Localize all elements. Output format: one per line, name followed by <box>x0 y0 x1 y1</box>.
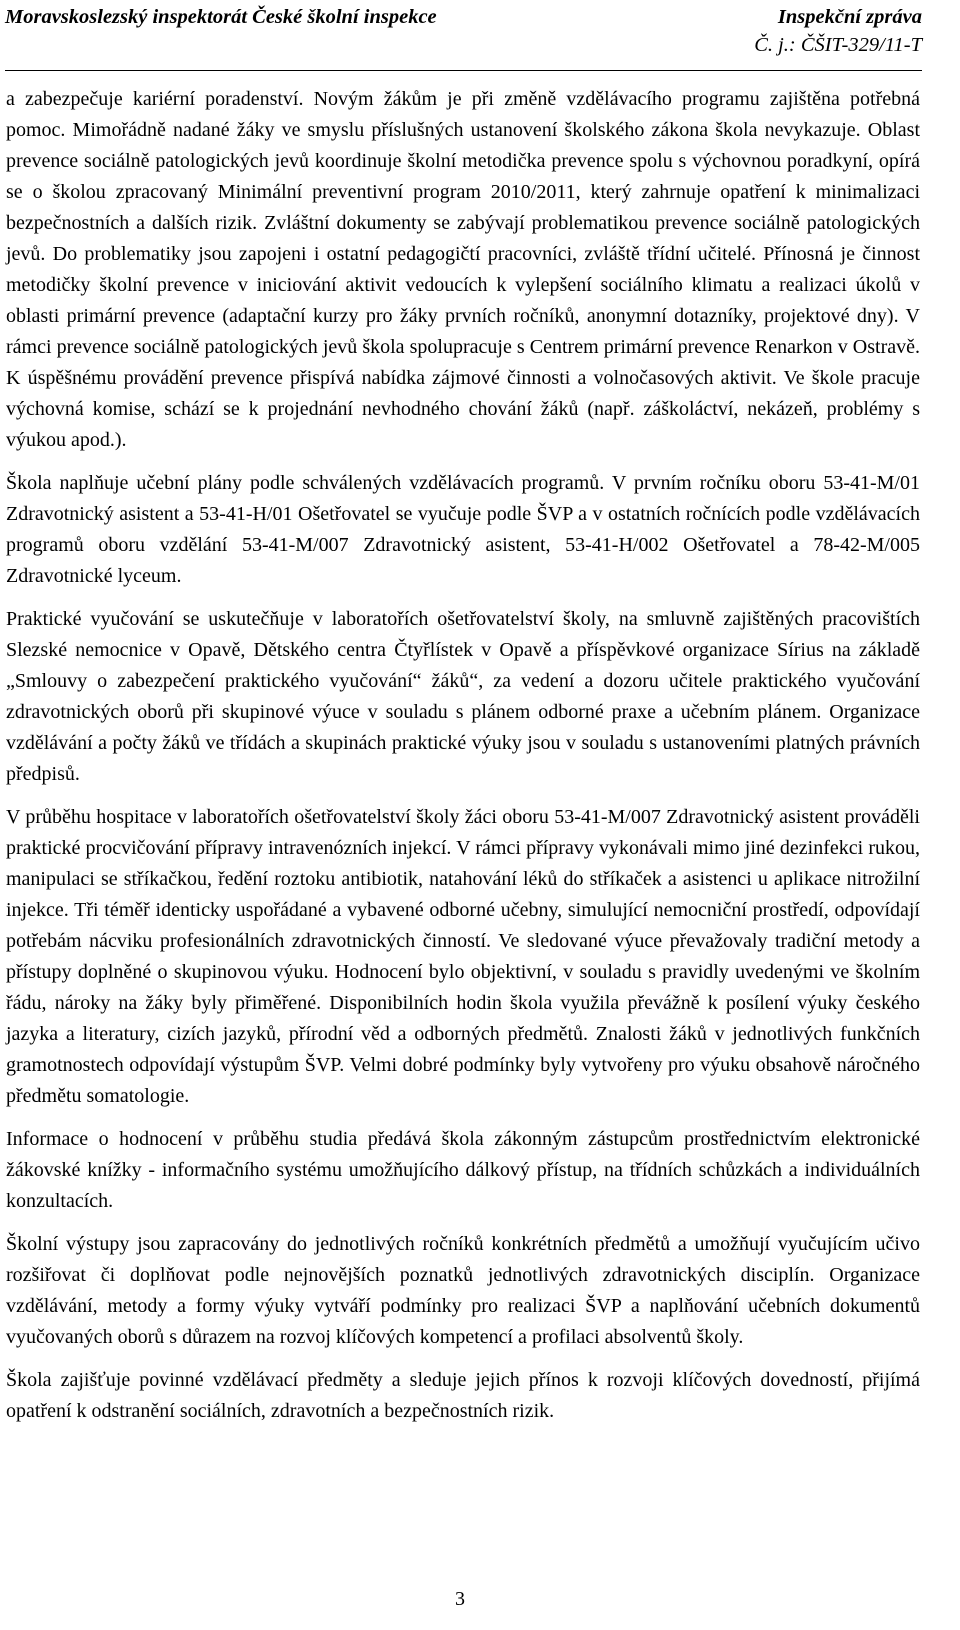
page-header <box>5 0 922 71</box>
paragraph-inspection-observation: V průběhu hospitace v laboratořích ošetřovatelství školy žáci oboru 53-41-M/007 Zdravotnický asistent prováděli praktické procvičování přípravy intravenózních injekcí. V rámci přípravy vykonávali mimo jiné dezinfekci rukou, manipulaci se stříkačkou, ředění roztoku antibiotik, natahování léků do stříkaček a asistenci u aplikace nitrožilní injekce. Tři téměř identicky uspořádané a vybavené odborné učebny, simulující nemocniční prostředí, odpovídají potřebám nácviku profesionálních zdravotnických činností. Ve sledované výuce převažovaly tradiční metody a přístupy doplněné o skupinovou výuku. Hodnocení bylo objektivní, v souladu s pravidly uvedenými ve školním řádu, nároky na žáky byly přiměřené. Disponibilních hodin škola využila převážně k posílení výuky českého jazyka a literatury, cizích jazyků, přírodní věd a odborných předmětů. Znalosti žáků v jednotlivých funkčních gramotnostech odpovídají výstupům ŠVP. Velmi dobré podmínky byly vytvořeny pro výuku obsahově náročného předmětu somatologie. <box>6 806 920 1107</box>
paragraph-practical-teaching: Praktické vyučování se uskutečňuje v laboratořích ošetřovatelství školy, na smluvně zajištěných pracovištích Slezské nemocnice v Opavě, Dětského centra Čtyřlístek v Opavě a příspěvkové organizace Sírius na základě „Smlouvy o zabezpečení praktického vyučování“ žáků“, za vedení a dozoru učitele praktického vyučování zdravotnických oborů při skupinové výuce v souladu s plánem odborné praxe a učebním plánem. Organizace vzdělávání a počty žáků ve třídách a skupinách praktické výuky jsou v souladu s ustanoveními platných právních předpisů. <box>6 608 920 785</box>
header-doc-type: Inspekční zpráva <box>777 6 922 28</box>
paragraph-school-outputs: Školní výstupy jsou zapracovány do jednotlivých ročníků konkrétních předmětů a umožňují vyučujícím učivo rozšiřovat či doplňovat podle nejnovějších poznatků jednotlivých zdravotnických disciplín. Organizace vzdělávání, metody a formy výuky vytváří podmínky pro realizaci ŠVP a naplňování učebních dokumentů vyučovaných oborů s důrazem na rozvoj klíčových kompetencí a profilaci absolventů školy. <box>6 1233 920 1348</box>
paragraph-prevention: a zabezpečuje kariérní poradenství. Novým žákům je při změně vzdělávacího programu zajištěna potřebná pomoc. Mimořádně nadané žáky ve smyslu příslušných ustanovení školského zákona škola nevykazuje. Oblast prevence sociálně patologických jevů koordinuje školní metodička prevence spolu s výchovnou poradkyní, opírá se o školou zpracovaný Minimální preventivní program 2010/2011, který zahrnuje opatření k minimalizaci bezpečnostních a dalších rizik. Zvláštní dokumenty se zabývají problematikou prevence sociálně patologických jevů. Do problematiky jsou zapojeni i ostatní pedagogičtí pracovníci, zvláště třídní učitelé. Přínosná je činnost metodičky školní prevence v iniciování aktivit vedoucích k vylepšení sociálního klimatu a realizaci úkolů v oblasti primární prevence (adaptační kurzy pro žáky prvních ročníků, anonymní dotazníky, projektové dny). V rámci prevence sociálně patologických jevů škola spolupracuje s Centrem primární prevence Renarkon v Ostravě. K úspěšnému provádění prevence přispívá nabídka zájmové činnosti a volnočasových aktivit. Ve škole pracuje výchovná komise, schází se k projednání nevhodného chování žáků (např. záškoláctví, nekázeň, problémy s výukou apod.). <box>6 88 920 451</box>
header-organization: Moravskoslezský inspektorát České školní inspekce <box>5 6 437 28</box>
paragraph-compulsory-subjects: Škola zajišťuje povinné vzdělávací předměty a sleduje jejich přínos k rozvoji klíčových dovedností, přijímá opatření k odstranění sociálních, zdravotních a bezpečnostních rizik. <box>6 1369 920 1422</box>
page-number: 3 <box>455 1588 465 1610</box>
document-body <box>6 84 920 1439</box>
paragraph-assessment-information: Informace o hodnocení v průběhu studia předává škola zákonným zástupcům prostřednictvím elektronické žákovské knížky - informačního systému umožňujícího dálkový přístup, na třídních schůzkách a individuálních konzultacích. <box>6 1128 920 1212</box>
paragraph-curriculum: Škola naplňuje učební plány podle schválených vzdělávacích programů. V prvním ročníku oboru 53-41-M/01 Zdravotnický asistent a 53-41-H/01 Ošetřovatel se vyučuje podle ŠVP a v ostatních ročnících podle vzdělávacích programů oboru vzdělání 53-41-M/007 Zdravotnický asistent, 53-41-H/002 Ošetřovatel a 78-42-M/005 Zdravotnické lyceum. <box>6 472 920 587</box>
header-reference: Č. j.: ČŠIT-329/11-T <box>754 34 922 56</box>
